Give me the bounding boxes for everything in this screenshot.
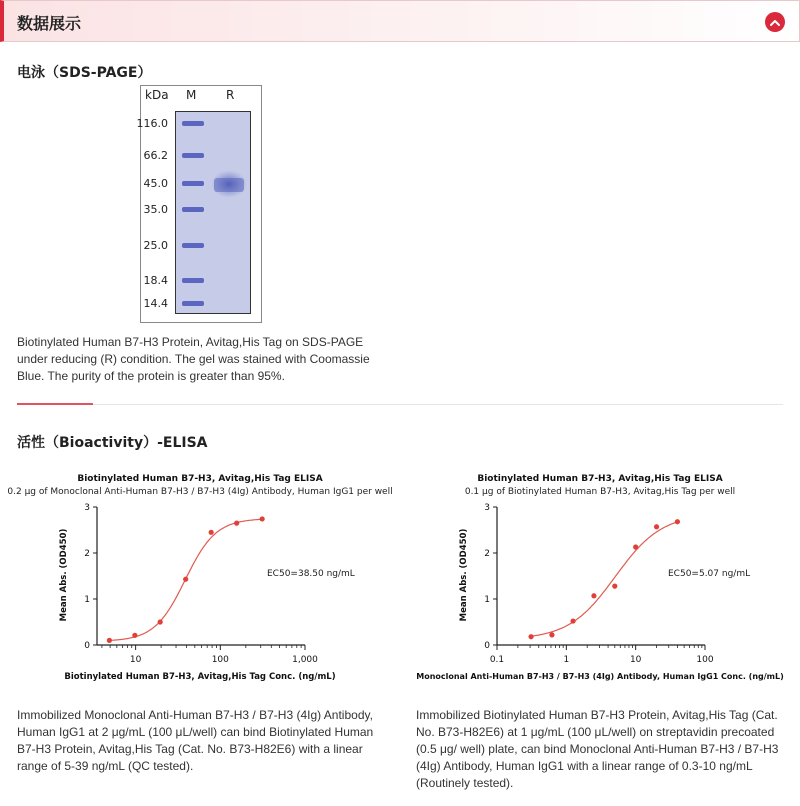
data-point [132, 633, 137, 638]
chart-xlabel: Biotinylated Human B7-H3, Avitag,His Tag Conc. (ng/mL) [64, 672, 336, 682]
elisa-caption-2: Immobilized Biotinylated Human B7-H3 Protein, Avitag,His Tag (Cat. No. B73-H82E6) at 1 μg/mL (100 μL/well) on streptavidin precoated (0.5 μg/ well) plate, can bind Monoclonal Anti-Human B7-H3 / B7-H3 (4Ig) Antibody, Human IgG1 with a linear range of 0.3-10 ng/mL (Routinely tested). [416, 708, 779, 790]
chart-subtitle: 0.1 μg of Biotinylated Human B7-H3, Avitag,His Tag per well [464, 487, 736, 497]
marker-weight-label: 35.0 [143, 203, 168, 216]
marker-weight-label: 18.4 [143, 274, 168, 287]
x-tick-label: 10 [629, 655, 642, 665]
fit-curve [531, 522, 677, 636]
marker-band [182, 301, 204, 306]
marker-band [182, 121, 204, 126]
chevron-up-icon [770, 19, 780, 26]
x-tick-label: 10 [129, 655, 142, 665]
y-tick-label: 2 [484, 549, 490, 559]
data-point [107, 638, 112, 643]
data-point [158, 619, 163, 624]
marker-weight-label: 66.2 [143, 149, 168, 162]
x-tick-label: 1,000 [292, 655, 318, 665]
chart-annotation: EC50=5.07 ng/mL [668, 569, 751, 579]
marker-band [182, 153, 204, 158]
x-tick-label: 100 [696, 655, 714, 665]
marker-band [182, 207, 204, 212]
chart-ylabel: Mean Abs. (OD450) [59, 528, 69, 622]
chart-annotation: EC50=38.50 ng/mL [267, 569, 355, 579]
data-point [260, 516, 265, 521]
y-tick-label: 1 [484, 595, 490, 605]
elisa-chart-1-svg [0, 465, 400, 690]
marker-weight-label: 25.0 [143, 239, 168, 252]
marker-weight-label: 14.4 [143, 297, 168, 310]
data-point [234, 521, 239, 526]
gel-lane-label-reducing: R [226, 88, 235, 102]
data-point [654, 524, 659, 529]
chart-subtitle: 0.2 μg of Monoclonal Anti-Human B7-H3 / B7-H3 (4Ig) Antibody, Human IgG1 per well [7, 487, 393, 497]
chart-title: Biotinylated Human B7-H3, Avitag,His Tag ELISA [477, 474, 723, 484]
elisa-chart-2 [400, 465, 800, 690]
marker-weight-label: 116.0 [136, 117, 168, 130]
gel-unit-label: kDa [145, 88, 169, 102]
data-point [612, 584, 617, 589]
section-divider [17, 404, 783, 405]
gel-lane-label-marker: M [186, 88, 197, 102]
data-point [183, 577, 188, 582]
data-point [209, 530, 214, 535]
y-tick-label: 2 [84, 549, 90, 559]
y-tick-label: 0 [484, 641, 490, 651]
data-point [675, 519, 680, 524]
marker-band [182, 181, 204, 186]
x-tick-label: 0.1 [489, 655, 505, 665]
y-tick-label: 0 [84, 641, 90, 651]
y-tick-label: 3 [484, 503, 490, 513]
y-tick-label: 1 [84, 595, 90, 605]
collapse-button[interactable] [765, 12, 785, 32]
sds-page-caption: Biotinylated Human B7-H3 Protein, Avitag,His Tag on SDS-PAGE under reducing (R) condition. The gel was stained with Coomassie Blue. The purity of the protein is greater than 95%. [17, 335, 370, 383]
data-point [633, 544, 638, 549]
section-divider-accent [17, 403, 93, 405]
x-tick-label: 100 [211, 655, 229, 665]
data-point [528, 634, 533, 639]
elisa-chart-1 [0, 465, 400, 690]
chart-xlabel: Monoclonal Anti-Human B7-H3 / B7-H3 (4Ig) Antibody, Human IgG1 Conc. (ng/mL) [416, 672, 784, 681]
marker-weight-label: 45.0 [143, 177, 168, 190]
elisa-caption-1: Immobilized Monoclonal Anti-Human B7-H3 / B7-H3 (4Ig) Antibody, Human IgG1 at 2 μg/mL (100 μL/well) can bind Biotinylated Human B7-H3 Protein, Avitag,His Tag (Cat. No. B73-H82E6) with a linear range of 5-39 ng/mL (QC tested). [17, 708, 374, 773]
marker-band [182, 278, 204, 283]
y-tick-label: 3 [84, 503, 90, 513]
elisa-chart-2-svg [400, 465, 800, 690]
data-point [570, 618, 575, 623]
bioactivity-title: 活性（Bioactivity）-ELISA [17, 435, 208, 451]
section-header-title: 数据展示 [17, 14, 82, 33]
marker-band [182, 243, 204, 248]
section-header [0, 0, 800, 42]
gel-bands [176, 112, 250, 313]
sds-page-title: 电泳（SDS-PAGE） [17, 65, 152, 81]
chart-ylabel: Mean Abs. (OD450) [459, 528, 469, 622]
x-tick-label: 1 [563, 655, 570, 665]
chart-title: Biotinylated Human B7-H3, Avitag,His Tag ELISA [77, 474, 323, 484]
data-point [549, 632, 554, 637]
gel-lanes [175, 111, 251, 314]
data-point [591, 593, 596, 598]
